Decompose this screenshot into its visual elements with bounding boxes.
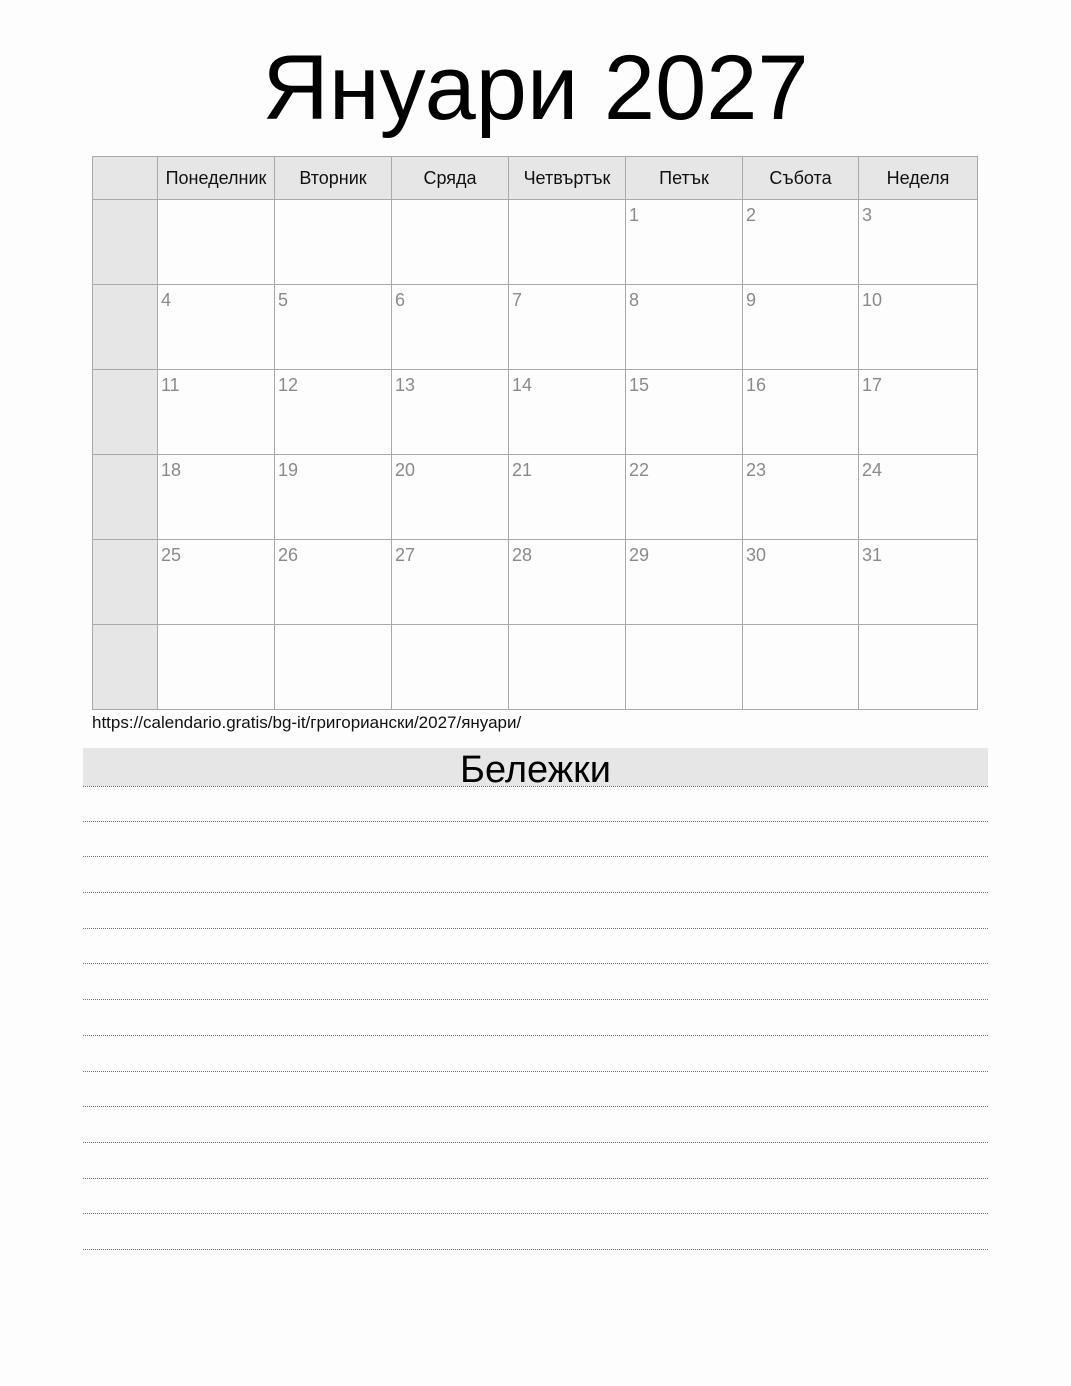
day-number: 30: [746, 545, 767, 565]
week-number-cell: [93, 455, 158, 540]
day-cell: [158, 370, 275, 455]
day-number: 28: [512, 545, 533, 565]
note-line: [83, 1107, 988, 1143]
day-cell: [158, 285, 275, 370]
week-row: [93, 285, 978, 370]
note-line: [83, 1143, 988, 1179]
calendar-grid: [92, 156, 978, 710]
day-cell: [392, 625, 509, 710]
day-cell: [743, 370, 859, 455]
weekday-header: Понеделник: [158, 157, 275, 200]
day-cell: [859, 540, 978, 625]
note-line: [83, 822, 988, 858]
day-number: [392, 625, 508, 631]
day-cell: [626, 625, 743, 710]
day-number: [392, 200, 508, 206]
day-number: 21: [512, 460, 533, 480]
day-number: 11: [161, 375, 180, 395]
week-number-cell: [93, 285, 158, 370]
day-cell: [859, 625, 978, 710]
day-number: 29: [629, 545, 650, 565]
day-cell: [392, 540, 509, 625]
day-cell: [626, 540, 743, 625]
day-number: 10: [862, 290, 883, 310]
weekday-header: Четвъртък: [509, 157, 626, 200]
note-line: [83, 857, 988, 893]
day-cell: [509, 540, 626, 625]
day-number: 23: [746, 460, 767, 480]
day-cell: [275, 370, 392, 455]
note-line: [83, 893, 988, 929]
weekday-header: Събота: [743, 157, 859, 200]
day-cell: [509, 455, 626, 540]
notes-title: Бележки: [83, 748, 988, 786]
weekday-header: Петък: [626, 157, 743, 200]
week-row: [93, 625, 978, 710]
day-cell: [158, 625, 275, 710]
calendar-body: [93, 200, 978, 710]
day-cell: [158, 455, 275, 540]
weekday-header: Неделя: [859, 157, 978, 200]
day-cell: [743, 540, 859, 625]
day-cell: [859, 285, 978, 370]
day-number: 14: [512, 375, 533, 395]
week-row: [93, 200, 978, 285]
day-number: [158, 200, 274, 206]
day-number: 4: [161, 290, 172, 310]
day-cell: [275, 285, 392, 370]
day-number: 2: [746, 205, 757, 225]
note-line: [83, 1179, 988, 1215]
week-column-header: [93, 157, 158, 200]
day-cell: [392, 455, 509, 540]
day-number: 26: [278, 545, 299, 565]
day-cell: [158, 200, 275, 285]
note-line: [83, 1214, 988, 1250]
day-number: 13: [395, 375, 416, 395]
week-number-cell: [93, 625, 158, 710]
day-cell: [743, 285, 859, 370]
day-number: [743, 625, 858, 631]
week-number-cell: [93, 540, 158, 625]
day-cell: [158, 540, 275, 625]
day-number: [158, 625, 274, 631]
day-number: 6: [395, 290, 406, 310]
note-line: [83, 1036, 988, 1072]
week-row: [93, 370, 978, 455]
day-number: 16: [746, 375, 767, 395]
day-cell: [275, 540, 392, 625]
day-number: [275, 200, 391, 206]
day-cell: [509, 625, 626, 710]
page-title: Януари 2027: [262, 37, 809, 139]
day-number: 1: [629, 205, 640, 225]
day-cell: [626, 200, 743, 285]
day-number: 31: [862, 545, 883, 565]
day-cell: [392, 200, 509, 285]
day-cell: [743, 455, 859, 540]
day-cell: [275, 455, 392, 540]
day-number: 20: [395, 460, 416, 480]
day-number: 8: [629, 290, 640, 310]
day-cell: [859, 455, 978, 540]
day-cell: [392, 285, 509, 370]
day-number: 3: [862, 205, 873, 225]
notes-lines: [83, 786, 988, 1250]
day-cell: [626, 455, 743, 540]
day-cell: [275, 200, 392, 285]
day-number: 24: [862, 460, 883, 480]
note-line: [83, 1000, 988, 1036]
week-row: [93, 455, 978, 540]
note-line: [83, 1072, 988, 1108]
day-number: 27: [395, 545, 416, 565]
day-cell: [509, 370, 626, 455]
day-cell: [859, 200, 978, 285]
day-cell: [743, 200, 859, 285]
day-cell: [275, 625, 392, 710]
day-number: 9: [746, 290, 757, 310]
day-number: 22: [629, 460, 650, 480]
day-number: [859, 625, 977, 631]
day-number: 5: [278, 290, 289, 310]
day-number: [626, 625, 742, 631]
day-number: [509, 200, 625, 206]
day-cell: [509, 200, 626, 285]
week-number-cell: [93, 200, 158, 285]
day-number: 18: [161, 460, 182, 480]
day-cell: [626, 285, 743, 370]
note-line: [83, 786, 988, 822]
weekday-header-row: [93, 157, 978, 200]
day-number: 15: [629, 375, 650, 395]
weekday-header: Сряда: [392, 157, 509, 200]
day-cell: [626, 370, 743, 455]
week-row: [93, 540, 978, 625]
note-line: [83, 929, 988, 965]
day-number: [275, 625, 391, 631]
day-cell: [509, 285, 626, 370]
day-number: 12: [278, 375, 299, 395]
day-number: 19: [278, 460, 299, 480]
day-number: 25: [161, 545, 182, 565]
day-cell: [392, 370, 509, 455]
day-number: [509, 625, 625, 631]
week-number-cell: [93, 370, 158, 455]
source-url: https://calendario.gratis/bg-it/григориански/2027/януари/: [92, 713, 522, 732]
note-line: [83, 964, 988, 1000]
day-cell: [859, 370, 978, 455]
day-number: 7: [512, 290, 523, 310]
day-cell: [743, 625, 859, 710]
day-number: 17: [862, 375, 883, 395]
weekday-header: Вторник: [275, 157, 392, 200]
